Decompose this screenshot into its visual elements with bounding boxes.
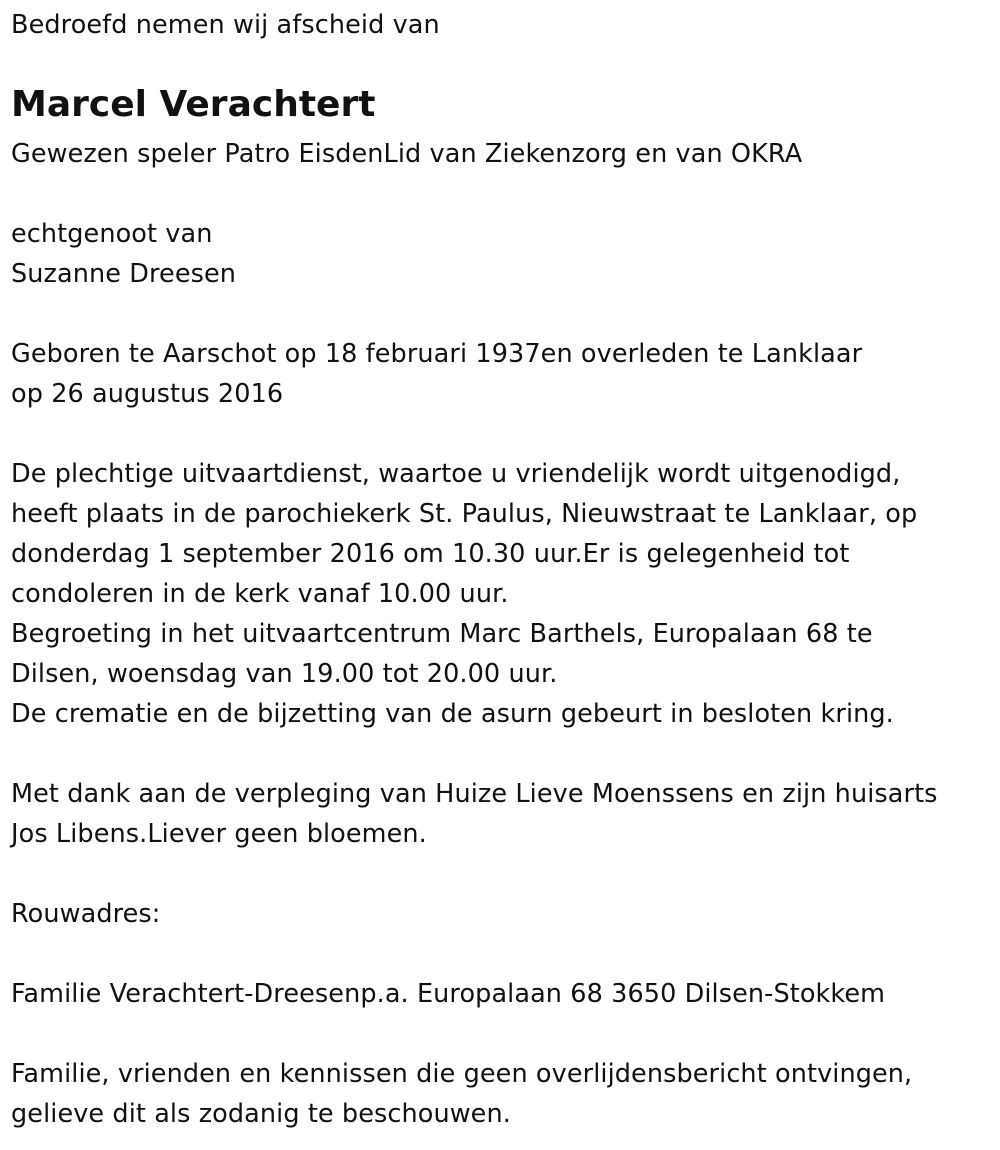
subtitle-text: Gewezen speler Patro EisdenLid van Ziekenzorg en van OKRA <box>11 139 803 169</box>
intro-text: Bedroefd nemen wij afscheid van <box>11 10 440 40</box>
birth-line-1: Geboren te Aarschot op 18 februari 1937en overleden te Lanklaar <box>11 339 863 369</box>
ceremony-line: De plechtige uitvaartdienst, waartoe u vriendelijk wordt uitgenodigd, <box>11 459 901 489</box>
closing-line-2: gelieve dit als zodanig te beschouwen. <box>11 1099 511 1129</box>
ceremony-line: De crematie en de bijzetting van de asurn gebeurt in besloten kring. <box>11 699 894 729</box>
spouse-name: Suzanne Dreesen <box>11 259 237 289</box>
birth-line-2: op 26 augustus 2016 <box>11 379 284 409</box>
ceremony-line: condoleren in de kerk vanaf 10.00 uur. <box>11 579 509 609</box>
thanks-line-1: Met dank aan de verpleging van Huize Lieve Moenssens en zijn huisarts <box>11 779 938 809</box>
address-text: Familie Verachtert-Dreesenp.a. Europalaan 68 3650 Dilsen-Stokkem <box>11 979 886 1009</box>
ceremony-line: donderdag 1 september 2016 om 10.30 uur.Er is gelegenheid tot <box>11 539 850 569</box>
ceremony-line: Begroeting in het uitvaartcentrum Marc Barthels, Europalaan 68 te <box>11 619 873 649</box>
ceremony-line: Dilsen, woensdag van 19.00 tot 20.00 uur. <box>11 659 558 689</box>
address-label: Rouwadres: <box>11 899 161 929</box>
closing-line-1: Familie, vrienden en kennissen die geen overlijdensbericht ontvingen, <box>11 1059 913 1089</box>
ceremony-line: heeft plaats in de parochiekerk St. Paulus, Nieuwstraat te Lanklaar, op <box>11 499 918 529</box>
deceased-name: Marcel Verachtert <box>11 84 376 125</box>
spouse-label: echtgenoot van <box>11 219 213 249</box>
thanks-line-2: Jos Libens.Liever geen bloemen. <box>11 819 427 849</box>
